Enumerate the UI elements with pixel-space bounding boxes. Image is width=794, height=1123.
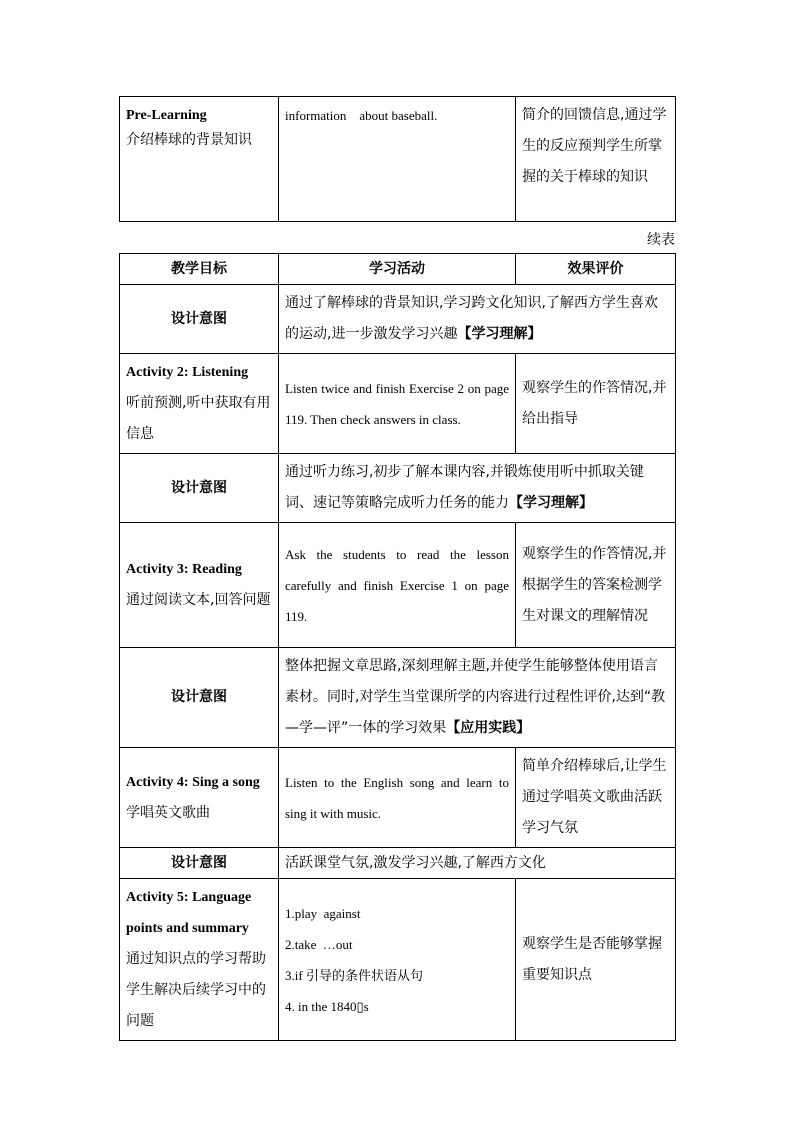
- design-label: 设计意图: [120, 285, 279, 354]
- goal-cell: [120, 748, 279, 848]
- teaching-plan-table: [119, 253, 676, 1041]
- activity-goal: 通过阅读文本,回答问题: [126, 592, 271, 608]
- activity-text: Ask the students to read the lesson carefully and finish Exercise 1 on page 119.: [285, 546, 509, 624]
- evaluation-cell: [516, 354, 676, 454]
- activity-row: [120, 354, 676, 454]
- goal-cell: [120, 879, 279, 1041]
- activity-goal: 学唱英文歌曲: [126, 804, 210, 821]
- evaluation-text: 观察学生的作答情况,并给出指导: [522, 379, 667, 427]
- evaluation-cell: [516, 97, 676, 222]
- intent-text: 活跃课堂气氛,激发学习兴趣,了解西方文化: [285, 855, 546, 871]
- design-label: 设计意图: [120, 454, 279, 523]
- design-intent-cell: [279, 848, 676, 879]
- goal-cell: [120, 523, 279, 648]
- activity-cell: [279, 748, 516, 848]
- intent-tag: 【学习理解】: [509, 495, 593, 511]
- design-intent-cell: [279, 454, 676, 523]
- list-item: 3.if 引导的条件状语从句: [285, 967, 423, 983]
- list-item: 4. in the 1840▯s: [285, 998, 369, 1014]
- design-intent-row: [120, 648, 676, 748]
- evaluation-text: 观察学生的作答情况,并根据学生的答案检测学生对课文的理解情况: [522, 545, 667, 624]
- list-item: 2.take …out: [285, 936, 353, 952]
- design-intent-cell: [279, 285, 676, 354]
- table-row: [120, 97, 676, 222]
- activity-title: Activity 5: Language points and summary: [126, 890, 252, 936]
- evaluation-text: 简单介绍棒球后,让学生通过学唱英文歌曲活跃学习气氛: [522, 758, 667, 836]
- activity-cell: [279, 523, 516, 648]
- intent-text: 通过听力练习,初步了解本课内容,并锻炼使用听中抓取关键词、速记等策略完成听力任务的能力: [285, 464, 644, 511]
- evaluation-cell: [516, 523, 676, 648]
- design-label: 设计意图: [120, 848, 279, 879]
- list-item: 1.play against: [285, 905, 361, 921]
- design-intent-row: [120, 454, 676, 523]
- design-intent-cell: [279, 648, 676, 748]
- design-intent-row: [120, 285, 676, 354]
- design-label: 设计意图: [120, 648, 279, 748]
- intent-text: 整体把握文章思路,深刻理解主题,并使学生能够整体使用语言素材。同时,对学生当堂课所学的内容进行过程性评价,达到“教—学—评”一体的学习效果: [285, 658, 666, 736]
- activity-text: information about baseball.: [285, 108, 438, 123]
- stage-cell: [120, 97, 279, 222]
- header-row: [120, 254, 676, 285]
- intent-text: 通过了解棒球的背景知识,学习跨文化知识,了解西方学生喜欢的运动,进一步激发学习兴趣: [285, 295, 658, 342]
- intent-tag: 【学习理解】: [457, 326, 542, 342]
- evaluation-cell: [516, 879, 676, 1041]
- header-evaluation: 效果评价: [516, 254, 676, 285]
- activity-goal: 听前预测,听中获取有用信息: [126, 395, 271, 442]
- continued-label: 续表: [647, 232, 675, 248]
- activity-text: Listen twice and finish Exercise 2 on page 119. Then check answers in class.: [285, 380, 509, 427]
- intent-tag: 【应用实践】: [446, 720, 531, 736]
- activity-text: Listen to the English song and learn to sing it with music.: [285, 774, 509, 821]
- goal-cell: [120, 354, 279, 454]
- continued-table-top: [119, 96, 676, 222]
- design-intent-row: [120, 848, 676, 879]
- header-activity: 学习活动: [279, 254, 516, 285]
- activity-title: Activity 4: Sing a song: [126, 774, 260, 790]
- activity-cell: [279, 354, 516, 454]
- activity-cell: [279, 97, 516, 222]
- stage-title: Pre-Learning: [126, 108, 207, 123]
- evaluation-text: 观察学生是否能够掌握重要知识点: [522, 935, 662, 983]
- activity-row: [120, 879, 676, 1041]
- activity-title: Activity 2: Listening: [126, 365, 249, 380]
- activity-cell: [279, 879, 516, 1041]
- evaluation-text: 简介的回馈信息,通过学生的反应预判学生所掌握的关于棒球的知识: [522, 107, 667, 185]
- evaluation-cell: [516, 748, 676, 848]
- activity-row: [120, 748, 676, 848]
- activity-title: Activity 3: Reading: [126, 562, 242, 577]
- activity-row: [120, 523, 676, 648]
- stage-goal: 介绍棒球的背景知识: [126, 132, 252, 148]
- header-goal: 教学目标: [120, 254, 279, 285]
- activity-goal: 通过知识点的学习帮助学生解决后续学习中的问题: [126, 951, 266, 1029]
